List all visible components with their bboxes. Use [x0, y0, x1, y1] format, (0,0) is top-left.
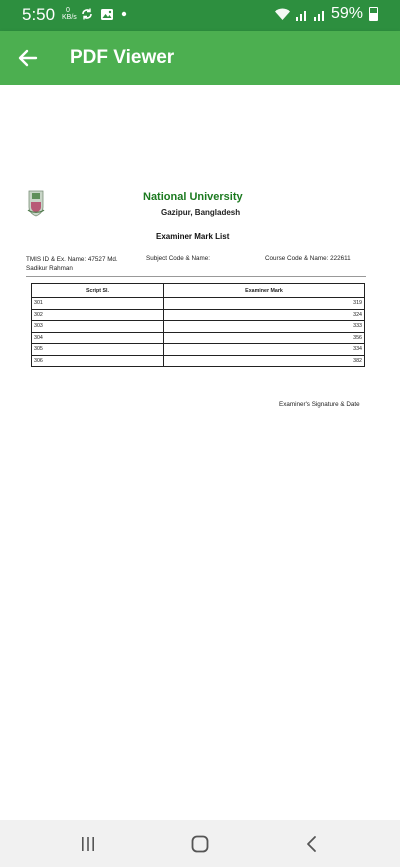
battery-icon	[369, 7, 378, 21]
script-sl-cell: 302	[32, 309, 164, 321]
status-icons-right	[274, 5, 378, 23]
home-button[interactable]	[188, 832, 212, 856]
system-nav-bar	[0, 820, 400, 867]
image-icon	[100, 8, 114, 21]
header-examiner-mark: Examiner Mark	[164, 284, 365, 298]
chevron-left-icon	[300, 832, 324, 856]
table-row	[32, 344, 365, 356]
mark-cell: 382	[164, 355, 365, 367]
net-speed-value: 0	[66, 7, 70, 14]
marks-table	[31, 283, 365, 367]
signal-icon-2	[313, 8, 327, 21]
status-time: 5:50	[22, 5, 56, 24]
mark-cell: 356	[164, 332, 365, 344]
divider	[26, 276, 366, 277]
app-bar	[0, 31, 400, 85]
script-sl-cell: 303	[32, 321, 164, 333]
battery-fill	[370, 13, 377, 20]
university-name: National University	[143, 191, 243, 203]
course-info: Course Code & Name: 222611	[265, 255, 351, 262]
wifi-icon	[274, 7, 291, 21]
mark-list-title: Examiner Mark List	[156, 232, 230, 241]
university-city: Gazipur, Bangladesh	[161, 208, 241, 217]
mark-cell: 334	[164, 344, 365, 356]
script-sl-cell: 305	[32, 344, 164, 356]
signal-icon	[295, 8, 309, 21]
mark-cell: 333	[164, 321, 365, 333]
arrow-left-icon	[14, 44, 42, 72]
page-title: PDF Viewer	[70, 47, 175, 68]
table-row	[32, 321, 365, 333]
table-row	[32, 298, 365, 310]
pdf-page[interactable]	[0, 85, 400, 820]
notification-dot-icon	[120, 10, 128, 18]
recents-icon	[76, 832, 100, 856]
mark-cell: 319	[164, 298, 365, 310]
script-sl-cell: 301	[32, 298, 164, 310]
battery-percent: 59%	[330, 5, 363, 22]
subject-info: Subject Code & Name:	[146, 255, 211, 262]
header-script-sl: Script Sl.	[32, 284, 164, 298]
status-icons-left	[62, 7, 128, 21]
net-speed-unit: KB/s	[62, 14, 77, 21]
status-bar	[0, 0, 400, 31]
network-speed-indicator	[62, 7, 77, 21]
recents-button[interactable]	[76, 832, 100, 856]
script-sl-cell: 304	[32, 332, 164, 344]
table-row	[32, 332, 365, 344]
table-header-row	[32, 284, 365, 298]
sync-icon	[80, 7, 94, 21]
tmis-info: TMIS ID & Ex. Name: 47527 Md. Sadikur Rahman	[26, 256, 118, 272]
script-sl-cell: 306	[32, 355, 164, 367]
back-button[interactable]	[14, 44, 42, 72]
signature-label: Examiner's Signature & Date	[279, 401, 360, 408]
nav-back-button[interactable]	[300, 832, 324, 856]
home-icon	[188, 832, 212, 856]
table-row	[32, 309, 365, 321]
university-crest-icon	[26, 188, 46, 218]
table-row	[32, 355, 365, 367]
mark-cell: 324	[164, 309, 365, 321]
